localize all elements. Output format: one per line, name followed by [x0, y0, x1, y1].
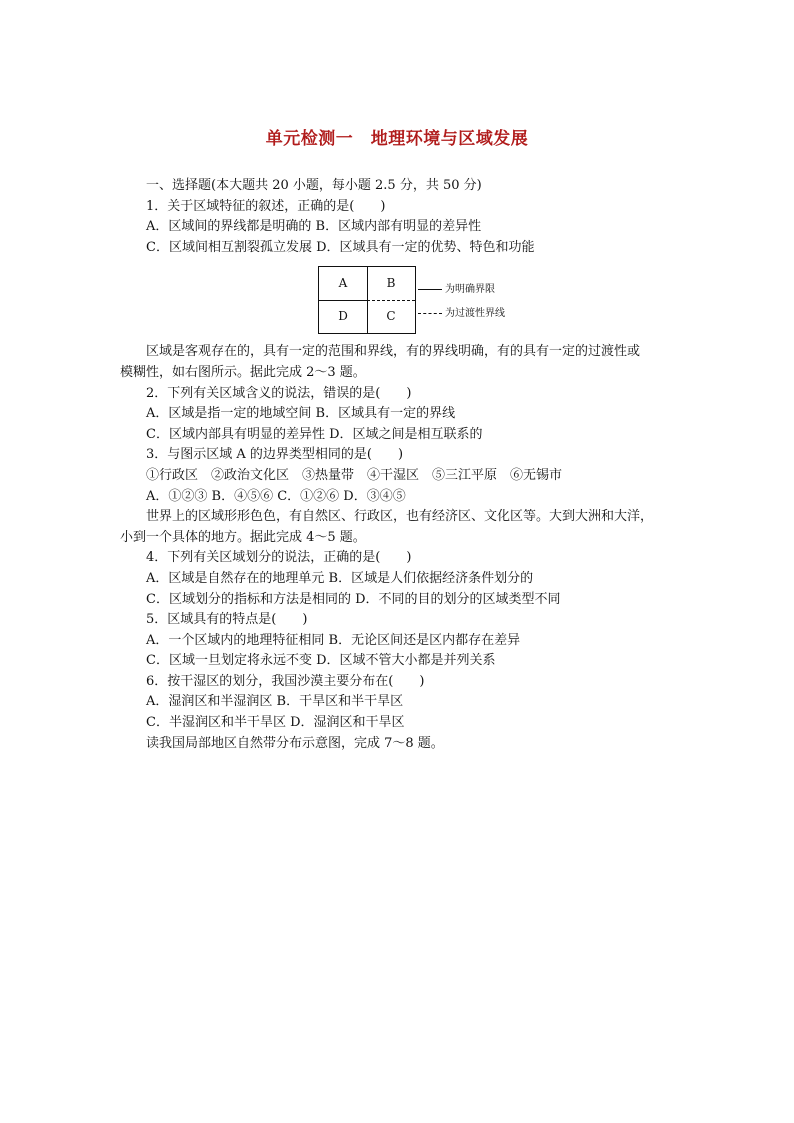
document-body [120, 176, 676, 754]
question-2-options-cd: C．区域内部具有明显的差异性 D．区域之间是相互联系的 [146, 426, 483, 442]
cell-c: C [386, 309, 396, 324]
passage-1-line-2: 模糊性，如右图所示。据此完成 2～3 题。 [120, 364, 366, 380]
question-1-options-ab: A．区域间的界线都是明确的 B．区域内部有明显的差异性 [146, 219, 482, 235]
question-6-options-cd: C．半湿润区和半干旱区 D．湿润区和干旱区 [146, 715, 405, 731]
dashed-line-swatch [418, 313, 442, 314]
question-3-stem: 3．与图示区域 A 的边界类型相同的是( ) [146, 447, 404, 463]
question-3-items: ①行政区 ②政治文化区 ③热量带 ④干湿区 ⑤三江平原 ⑥无锡市 [146, 467, 563, 483]
passage-2-line-1: 世界上的区域形形色色，有自然区、行政区，也有经济区、文化区等。大到大洲和大洋， [146, 509, 654, 525]
question-5-options-cd: C．区域一旦划定将永远不变 D．区域不管大小都是并列关系 [146, 653, 496, 669]
question-4-stem: 4．下列有关区域划分的说法，正确的是( ) [146, 550, 412, 566]
question-1-stem: 1．关于区域特征的叙述，正确的是( ) [146, 198, 386, 214]
question-6-stem: 6．按干湿区的划分，我国沙漠主要分布在( ) [146, 673, 425, 689]
cell-a: A [338, 276, 348, 291]
question-5-options-ab: A．一个区域内的地理特征相同 B．无论区间还是区内都存在差异 [146, 632, 521, 648]
question-4-options-cd: C．区域划分的指标和方法是相同的 D．不同的目的划分的区域类型不同 [146, 591, 561, 607]
region-boundary-diagram [146, 266, 676, 394]
page-title: 单元检测一 地理环境与区域发展 [265, 129, 529, 149]
passage-1-line-1: 区域是客观存在的，具有一定的范围和界线，有的界线明确，有的具有一定的过渡性或 [146, 344, 641, 360]
question-6-options-ab: A．湿润区和半湿润区 B．干旱区和半干旱区 [146, 694, 404, 710]
question-2-stem: 2．下列有关区域含义的说法，错误的是( ) [146, 385, 412, 401]
legend-solid-label: 为明确界限 [445, 284, 495, 296]
solid-line-swatch [418, 289, 442, 290]
question-1-options-cd: C．区域间相互割裂孤立发展 D．区域具有一定的优势、特色和功能 [146, 239, 535, 255]
legend-dashed [418, 304, 505, 319]
question-5-stem: 5．区域具有的特点是( ) [146, 612, 308, 628]
cell-d: D [338, 309, 348, 324]
passage-3: 读我国局部地区自然带分布示意图，完成 7～8 题。 [146, 735, 444, 751]
passage-2-line-2: 小到一个具体的地方。据此完成 4～5 题。 [120, 529, 366, 545]
question-4-options-ab: A．区域是自然存在的地理单元 B．区域是人们依据经济条件划分的 [146, 570, 534, 586]
question-2-options-ab: A．区域是指一定的地域空间 B．区域具有一定的界线 [146, 406, 456, 422]
question-3-options: A．①②③ B．④⑤⑥ C．①②⑥ D．③④⑤ [146, 488, 406, 504]
cell-b: B [386, 276, 396, 291]
legend-solid [418, 280, 495, 295]
legend-dashed-label: 为过渡性界线 [445, 308, 505, 320]
section-header: 一、选择题(本大题共 20 小题，每小题 2.5 分，共 50 分) [146, 178, 482, 193]
region-grid [318, 266, 416, 334]
